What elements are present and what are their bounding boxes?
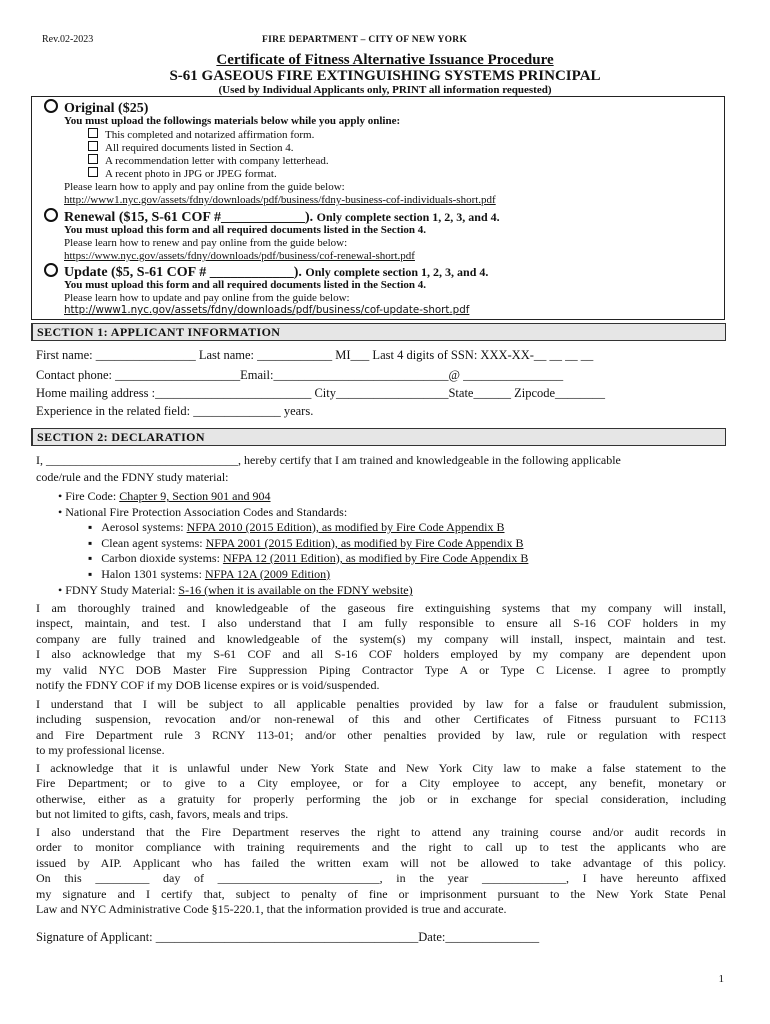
checkbox-icon[interactable] — [88, 167, 98, 177]
declaration-line: Law and NYC Administrative Code §15-220.1, that the information provided is true and accurate. — [36, 902, 507, 916]
declaration-line: and Fire Department rule 3 RCNY 113-01; and/or other penalties provided by law, rule or regulation with respect — [36, 728, 726, 742]
declaration-line: I also understand that the Fire Department reserves the right to attend any training course and/or audit records in — [36, 825, 726, 839]
original-instruction: You must upload the followings materials below while you apply online: — [64, 115, 401, 127]
nfpa-subitem: ▪ Aerosol systems: NFPA 2010 (2015 Edition), as modified by Fire Code Appendix B — [88, 520, 505, 534]
declaration-line: otherwise, either as a gratuity for properly performing the job or in exchange for special consideration, including — [36, 792, 726, 806]
declaration-line: I am thoroughly trained and knowledgeable of the gaseous fire extinguishing systems that my company will install, — [36, 601, 726, 615]
nfpa-subitem: ▪ Carbon dioxide systems: NFPA 12 (2011 Edition), as modified by Fire Code Appendix B — [88, 551, 529, 565]
declaration-line: I acknowledge that it is unlawful under New York State and New York City law to make a false statement to the — [36, 761, 726, 775]
checklist-item[interactable]: A recommendation letter with company letterhead. — [88, 154, 329, 167]
renewal-guide-text: Please learn how to renew and pay online from the guide below: — [64, 237, 348, 249]
option-original[interactable]: Original ($25) — [44, 99, 148, 117]
usage-note: (Used by Individual Applicants only, PRINT all information requested) — [218, 84, 552, 96]
application-type-box — [31, 96, 725, 320]
checkbox-icon[interactable] — [88, 154, 98, 164]
experience-field[interactable]: Experience in the related field: ______________ years. — [36, 404, 314, 418]
declaration-line: inspect, maintain, and test. I also understand that I am fully responsible to ensure all S-16 COF holders in my — [36, 616, 726, 630]
address-fields[interactable]: Home mailing address :_________________________ City__________________State______ Zipcode________ — [36, 386, 606, 400]
declaration-line: notify the FDNY COF if my DOB license expires or is void/suspended. — [36, 678, 380, 692]
declaration-intro-cont: code/rule and the FDNY study material: — [36, 470, 229, 484]
page-subtitle: S-61 GASEOUS FIRE EXTINGUISHING SYSTEMS PRINCIPAL — [169, 68, 601, 84]
renewal-instruction: You must upload this form and all required documents listed in the Section 4. — [64, 224, 427, 236]
update-guide-text: Please learn how to update and pay online from the guide below: — [64, 292, 350, 304]
update-guide-link[interactable]: http://www1.nyc.gov/assets/fdny/downloads/pdf/business/cof-update-short.pdf — [64, 304, 470, 316]
date-fill-line[interactable]: On this _________ day of ___________________________, in the year ______________, I have hereunto affixed — [36, 871, 726, 885]
page-title: Certificate of Fitness Alternative Issuance Procedure — [216, 52, 554, 68]
declaration-line: to my professional license. — [36, 743, 165, 757]
declaration-intro[interactable]: I, ________________________________, hereby certify that I am trained and knowledgeable in the following applicable — [36, 453, 621, 467]
renewal-guide-link[interactable]: https://www.nyc.gov/assets/fdny/downloads/pdf/business/cof-renewal-short.pdf — [64, 250, 415, 262]
department-name: FIRE DEPARTMENT – CITY OF NEW YORK — [262, 35, 468, 45]
declaration-line: my valid NYC DOB Master Fire Suppression Piping Contractor Type A or Type C License. I agree to promptly — [36, 663, 726, 677]
revision-label: Rev.02-2023 — [42, 34, 94, 45]
declaration-line: my signature and I certify that, subject to penalty of fine or imprisonment pursuant to the New York State Penal — [36, 887, 726, 901]
section1-heading: SECTION 1: APPLICANT INFORMATION — [31, 323, 726, 341]
declaration-line: I also acknowledge that my S-61 COF and all S-16 COF holders employed by my company are dependent upon — [36, 647, 726, 661]
declaration-line: company are fully trained and knowledgeable of the system(s) my company will install, inspect, maintain and test. — [36, 632, 726, 646]
signature-field[interactable]: Signature of Applicant: __________________________________________Date:_______________ — [36, 930, 540, 944]
contact-fields[interactable]: Contact phone: ____________________Email:____________________________@ ________________ — [36, 368, 564, 382]
checkbox-icon[interactable] — [88, 128, 98, 138]
radio-renewal-icon[interactable] — [44, 208, 58, 222]
declaration-line: issued by AIP. Applicant who has failed the written exam will not be allowed to take advantage of this policy. — [36, 856, 726, 870]
original-guide-text: Please learn how to apply and pay online from the guide below: — [64, 181, 345, 193]
nfpa-subitem: ▪ Clean agent systems: NFPA 2001 (2015 Edition), as modified by Fire Code Appendix B — [88, 536, 524, 550]
declaration-line: I understand that I will be subject to all applicable penalties provided by law for a false or fraudulent submission, — [36, 697, 726, 711]
checkbox-icon[interactable] — [88, 141, 98, 151]
checklist-item[interactable]: A recent photo in JPG or JPEG format. — [88, 167, 277, 180]
checklist-item[interactable]: All required documents listed in Section 4. — [88, 141, 294, 154]
declaration-line: Fire Department; or to give to a City employee, or for a City employee to accept, any benefit, monetary or — [36, 776, 726, 790]
radio-original-icon[interactable] — [44, 99, 58, 113]
study-material-item: • FDNY Study Material: S-16 (when it is available on the FDNY website) — [58, 583, 413, 597]
page-number: 1 — [718, 973, 724, 985]
declaration-line: including suspension, revocation and/or non-renewal of this and other Certificates of Fitness pursuant to FC113 — [36, 712, 726, 726]
section2-heading: SECTION 2: DECLARATION — [31, 428, 726, 446]
checklist-item[interactable]: This completed and notarized affirmation form. — [88, 128, 314, 141]
fire-code-item: • Fire Code: Chapter 9, Section 901 and 904 — [58, 489, 271, 503]
option-update[interactable]: Update ($5, S-61 COF # ____________). Only complete section 1, 2, 3, and 4. — [44, 263, 488, 281]
radio-update-icon[interactable] — [44, 263, 58, 277]
original-guide-link[interactable]: http://www1.nyc.gov/assets/fdny/downloads/pdf/business/fdny-business-cof-individuals-short.pdf — [64, 194, 496, 206]
name-ssn-fields[interactable]: First name: ________________ Last name: ____________ MI___ Last 4 digits of SSN: XXX-XX-__ __ __ __ — [36, 348, 594, 362]
nfpa-item: • National Fire Protection Association Codes and Standards: — [58, 505, 348, 519]
declaration-line: but not limited to gifts, cash, favors, meals and trips. — [36, 807, 289, 821]
option-renewal[interactable]: Renewal ($15, S-61 COF #____________). Only complete section 1, 2, 3, and 4. — [44, 208, 500, 226]
update-instruction: You must upload this form and all required documents listed in the Section 4. — [64, 279, 427, 291]
declaration-line: order to monitor compliance with training requirements and the right to call up to test the applicants who are — [36, 840, 726, 854]
nfpa-subitem: ▪ Halon 1301 systems: NFPA 12A (2009 Edition) — [88, 567, 331, 581]
